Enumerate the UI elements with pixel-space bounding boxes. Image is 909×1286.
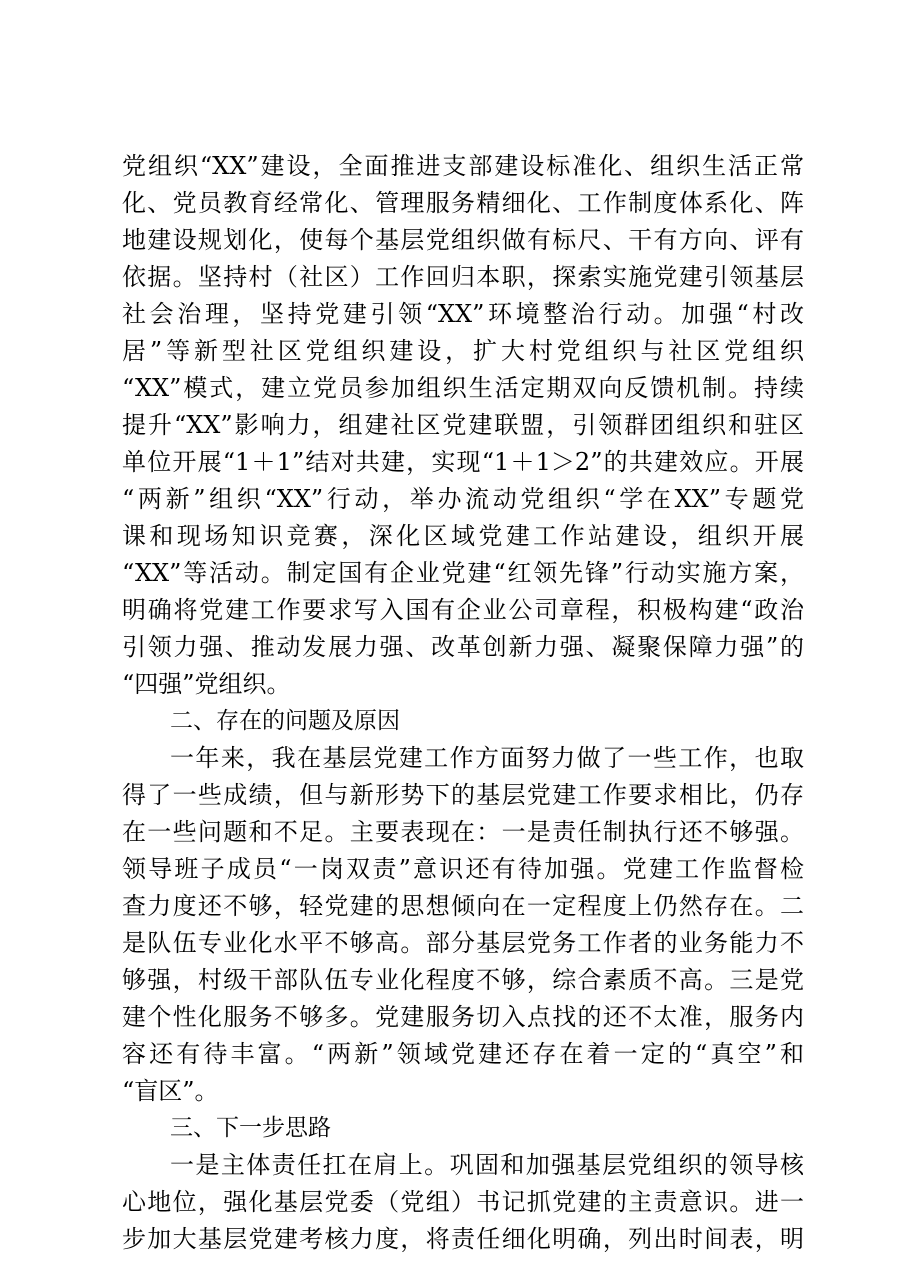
text-line: “XX”等活动。制定国有企业党建“红领先锋”行动实施方案， — [122, 559, 804, 587]
text-line: 一是主体责任扛在肩上。巩固和加强基层党组织的领导核 — [170, 1151, 804, 1179]
text-line: 提升“XX”影响力，组建社区党建联盟，引领群团组织和驻区 — [122, 411, 804, 439]
text-line: 单位开展“1＋1”结对共建，实现“1＋1＞2”的共建效应。开展 — [122, 448, 804, 476]
document-body — [122, 148, 804, 1258]
text-line: 地建设规划化，使每个基层党组织做有标尺、干有方向、评有 — [122, 226, 804, 254]
text-line: 社会治理，坚持党建引领“XX”环境整治行动。加强“村改 — [122, 300, 804, 328]
text-line: “XX”模式，建立党员参加组织生活定期双向反馈机制。持续 — [122, 374, 804, 402]
text-line: 党组织“XX”建设，全面推进支部建设标准化、组织生活正常 — [122, 152, 804, 180]
text-line: “两新”组织“XX”行动，举办流动党组织“学在XX”专题党 — [122, 485, 804, 513]
text-line: 容还有待丰富。“两新”领域党建还存在着一定的“真空”和 — [122, 1040, 804, 1068]
text-line: “盲区”。 — [122, 1077, 219, 1105]
paragraph-next-steps — [122, 1147, 804, 1258]
section-heading-next-steps: 三、下一步思路 — [170, 1115, 331, 1141]
text-line: 领导班子成员“一岗双责”意识还有待加强。党建工作监督检 — [122, 855, 804, 883]
paragraph-party-building-work — [122, 148, 804, 703]
text-line: 步加大基层党建考核力度，将责任细化明确，列出时间表，明 — [122, 1225, 804, 1253]
text-line: 一年来，我在基层党建工作方面努力做了一些工作，也取 — [170, 744, 804, 772]
text-line: 是队伍专业化水平不够高。部分基层党务工作者的业务能力不 — [122, 929, 804, 957]
text-line: 在一些问题和不足。主要表现在：一是责任制执行还不够强。 — [122, 818, 804, 846]
text-line: 建个性化服务不够多。党建服务切入点找的还不太准，服务内 — [122, 1003, 804, 1031]
text-line: 课和现场知识竞赛，深化区域党建工作站建设，组织开展 — [122, 522, 804, 550]
text-line: 得了一些成绩，但与新形势下的基层党建工作要求相比，仍存 — [122, 781, 804, 809]
text-line: 依据。坚持村（社区）工作回归本职，探索实施党建引领基层 — [122, 263, 804, 291]
text-line: 引领力强、推动发展力强、改革创新力强、凝聚保障力强”的 — [122, 633, 804, 661]
section-heading-problems: 二、存在的问题及原因 — [170, 708, 400, 734]
paragraph-problems-and-causes — [122, 740, 804, 1110]
text-line: “四强”党组织。 — [122, 670, 291, 698]
text-line: 化、党员教育经常化、管理服务精细化、工作制度体系化、阵 — [122, 189, 804, 217]
text-line: 查力度还不够，轻党建的思想倾向在一定程度上仍然存在。二 — [122, 892, 804, 920]
text-line: 够强，村级干部队伍专业化程度不够，综合素质不高。三是党 — [122, 966, 804, 994]
text-line: 心地位，强化基层党委（党组）书记抓党建的主责意识。进一 — [122, 1188, 804, 1216]
text-line: 明确将党建工作要求写入国有企业公司章程，积极构建“政治 — [122, 596, 804, 624]
text-line: 居”等新型社区党组织建设，扩大村党组织与社区党组织 — [122, 337, 804, 365]
